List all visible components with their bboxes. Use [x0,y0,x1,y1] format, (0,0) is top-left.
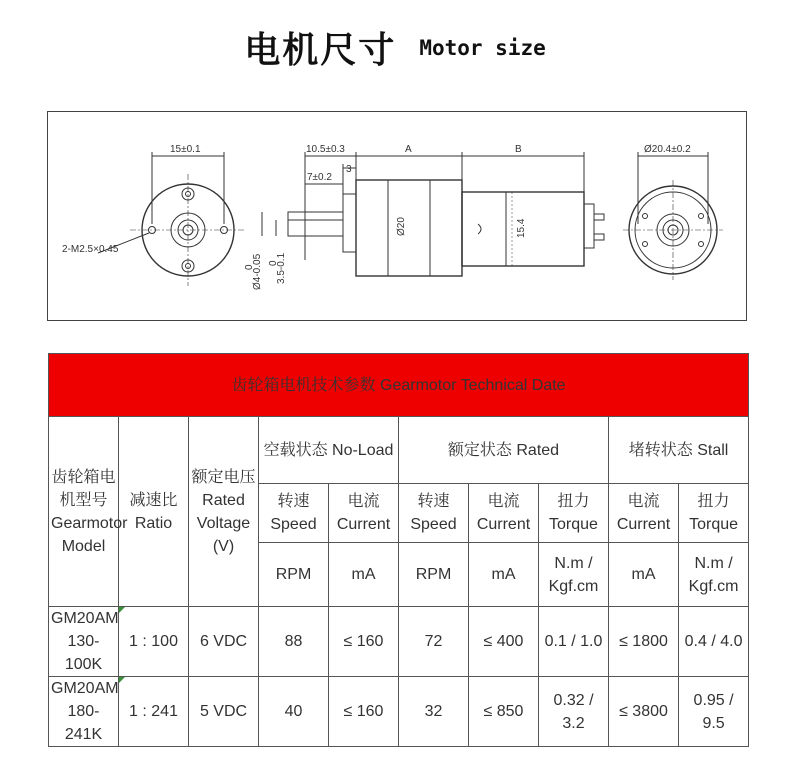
dim-b: B [515,144,522,155]
unit-torque-nm: N.m / [694,554,733,572]
dim-flange-width: 15±0.1 [170,144,201,155]
ratio-value: 1 : 241 [129,703,178,720]
torque-line-1: 0.95 / [693,691,734,709]
unit-s-current: mA [609,543,679,607]
heading-english: Motor size [419,35,546,60]
cell-r-current: ≤ 400 [469,607,539,677]
label-current-cn: 电流 [347,493,380,510]
dim-motor-diameter: 15.4 [516,218,527,238]
page-heading [0,22,790,73]
table-row [49,607,749,677]
unit-r-current: mA [469,543,539,607]
header-nl-speed [259,484,329,543]
unit-nl-speed: RPM [259,543,329,607]
header-row-groups [49,417,749,484]
dim-flat-length: 7±0.2 [307,172,332,183]
header-nl-current [329,484,399,543]
torque-line-1: 0.32 / [553,691,594,709]
table-title: 齿轮箱电机技术参数 Gearmotor Technical Date [49,354,749,417]
dim-flat-upper: 0 [268,260,279,266]
model-line-2: 180-241K [64,703,103,743]
torque-line-2: 3.2 [562,714,585,732]
label-speed-en: Speed [270,516,317,533]
label-current-en: Current [616,516,671,533]
label-current-en: Current [476,516,531,533]
header-model [49,417,128,607]
label-torque-cn: 扭力 [697,493,730,510]
heading-chinese: 电机尺寸 [244,30,397,71]
table-row [49,677,749,747]
cell-model [49,607,119,677]
technical-drawing-svg [48,112,746,320]
cell-s-current: ≤ 3800 [609,677,679,747]
dim-shaft-diameter: Ø4-0.05 [252,253,263,290]
header-voltage-en: Rated Voltage [196,491,251,532]
unit-torque-kgf: Kgf.cm [688,577,739,595]
unit-torque-kgf: Kgf.cm [548,577,599,595]
model-line-1: GM20AM [51,610,119,627]
cell-model [49,677,119,747]
label-torque-en: Torque [689,516,739,533]
cell-nl-speed: 88 [259,607,329,677]
dim-step: 3 [346,164,352,175]
header-stall: 堵转状态 Stall [609,417,749,484]
label-torque-en: Torque [549,516,598,533]
model-line-2: 130-100K [64,633,103,673]
unit-s-torque [679,543,749,607]
unit-nl-current: mA [329,543,399,607]
header-s-torque [679,484,749,543]
cell-nl-speed: 40 [259,677,329,747]
header-r-torque [539,484,609,543]
header-voltage [189,417,259,607]
torque-line-2: 9.5 [702,714,725,732]
torque-line-1: 0.4 / 4.0 [684,633,743,650]
cell-ratio [119,677,189,747]
header-ratio-cn: 减速比 [129,491,178,509]
gearbox-body [356,180,462,276]
cell-s-torque [679,677,749,747]
spec-table [48,353,749,747]
dim-flat: 3.5-0.1 [276,252,287,284]
label-speed-cn: 转速 [277,493,310,510]
model-line-1: GM20AM [51,680,119,697]
corner-marker [119,677,125,683]
dim-shaft-diameter-upper: 0 [244,264,255,270]
label-speed-en: Speed [410,516,457,533]
unit-r-speed: RPM [399,543,469,607]
cell-nl-current: ≤ 160 [329,677,399,747]
output-shaft [288,212,343,236]
cell-r-speed: 72 [399,607,469,677]
header-voltage-unit: (V) [212,537,235,555]
dim-a: A [405,144,412,155]
header-model-en: Gearmotor Model [51,514,128,555]
flange-step [343,194,356,252]
cell-voltage: 5 VDC [189,677,259,747]
table-banner-row [49,354,749,417]
header-ratio-en: Ratio [134,514,173,532]
cell-ratio [119,607,189,677]
header-noload: 空载状态 No-Load [259,417,399,484]
header-rated: 额定状态 Rated [399,417,609,484]
header-r-current [469,484,539,543]
torque-line-1: 0.1 / 1.0 [544,633,603,650]
label-torque-cn: 扭力 [557,493,590,510]
cell-voltage: 6 VDC [189,607,259,677]
header-ratio [119,417,189,607]
cell-r-torque [539,607,609,677]
ratio-value: 1 : 100 [129,633,178,650]
dimension-drawing [47,111,747,321]
dim-body-diameter: Ø20 [396,217,407,236]
unit-r-torque [539,543,609,607]
dim-mount-holes: 2-M2.5×0.45 [62,244,119,255]
header-r-speed [399,484,469,543]
label-speed-cn: 转速 [417,493,450,510]
cell-r-current: ≤ 850 [469,677,539,747]
cell-nl-current: ≤ 160 [329,607,399,677]
unit-torque-nm: N.m / [554,554,593,572]
dim-end-diameter: Ø20.4±0.2 [644,144,691,155]
header-voltage-cn: 额定电压 [191,468,256,486]
label-current-cn: 电流 [627,493,660,510]
label-current-en: Current [336,516,391,533]
label-current-cn: 电流 [487,493,520,510]
corner-marker [119,607,125,613]
dim-shaft-length: 10.5±0.3 [306,144,345,155]
header-model-cn: 齿轮箱电机型号 [51,468,116,509]
cell-s-torque [679,607,749,677]
cell-s-current: ≤ 1800 [609,607,679,677]
header-s-current [609,484,679,543]
cell-r-torque [539,677,609,747]
cell-r-speed: 32 [399,677,469,747]
motor-endcap [584,204,594,248]
